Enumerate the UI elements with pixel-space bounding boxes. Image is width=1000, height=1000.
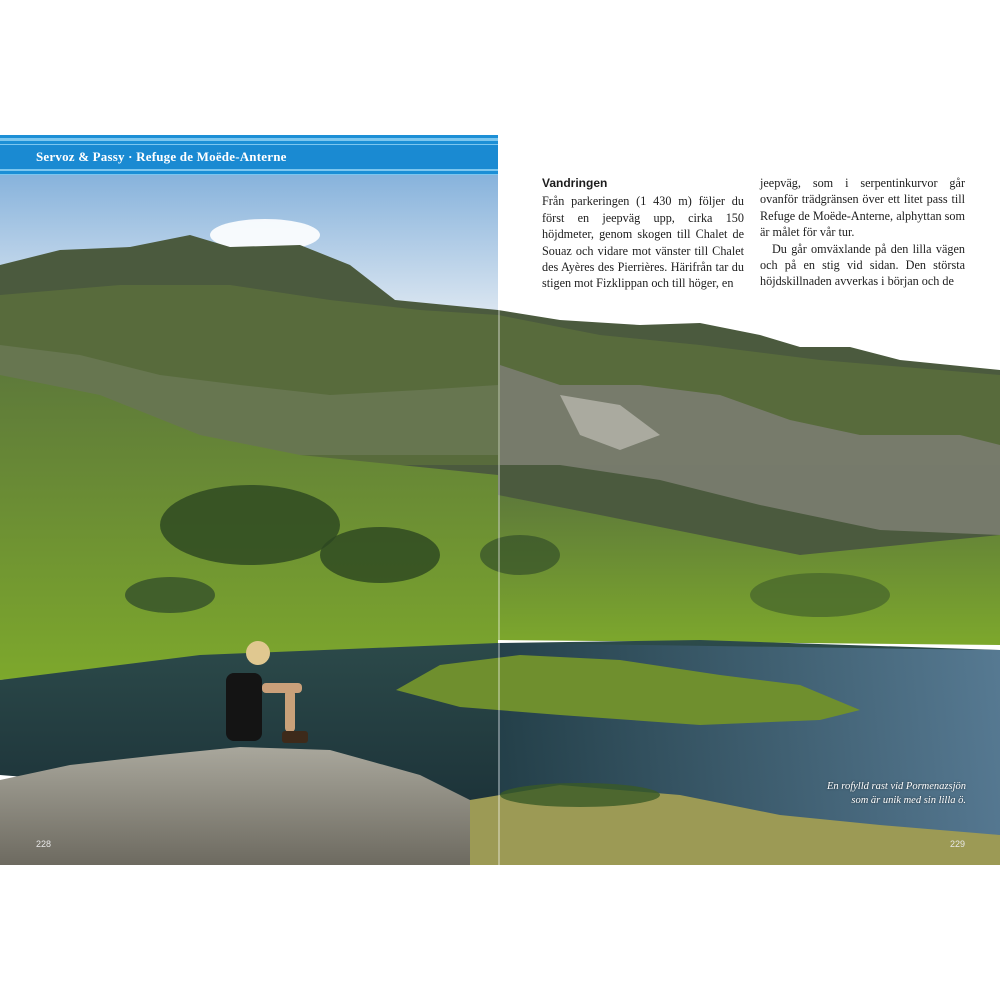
shrubs-1 [160,485,340,565]
section-title: Servoz & Passy · Refuge de Moëde-Anterne [36,149,287,164]
page-number-left: 228 [36,839,52,849]
article-paragraph-1: Från parkeringen (1 430 m) följer du först en jeepväg upp, cirka 150 höjdmeter, genom skogen till Chalet de Souaz och vidare mot vänster till Chalet des Ayères des Pierrières. Härifrån tar du stigen mot Fizklippan och till höger, en [542,194,744,291]
photo-caption: En rofylld rast vid Pormenazsjön som är unik med sin lilla ö. [826,781,966,806]
shrubs-5 [750,573,890,617]
shrubs-2 [320,527,440,583]
article-heading: Vandringen [542,176,608,190]
page-gutter [498,135,500,865]
text-column-1 [542,175,744,292]
page-number-right: 229 [950,839,966,849]
book-spread [0,135,1000,865]
shrubs-3 [125,577,215,613]
shrubs-4 [480,535,560,575]
text-column-2 [760,175,965,290]
article-paragraph-3: Du går omväxlande på den lilla vägen och på en stig vid sidan. Den största höjdskillnaden avverkas i början och de [760,241,965,289]
article-paragraph-2: jeepväg, som i serpentinkurvor går ovanför trädgränsen över ett litet pass till Refuge de Moëde-Anterne, alphyttan som är målet för vår tur. [760,176,965,240]
section-header-band [0,135,498,175]
grass-tuft [500,783,660,807]
